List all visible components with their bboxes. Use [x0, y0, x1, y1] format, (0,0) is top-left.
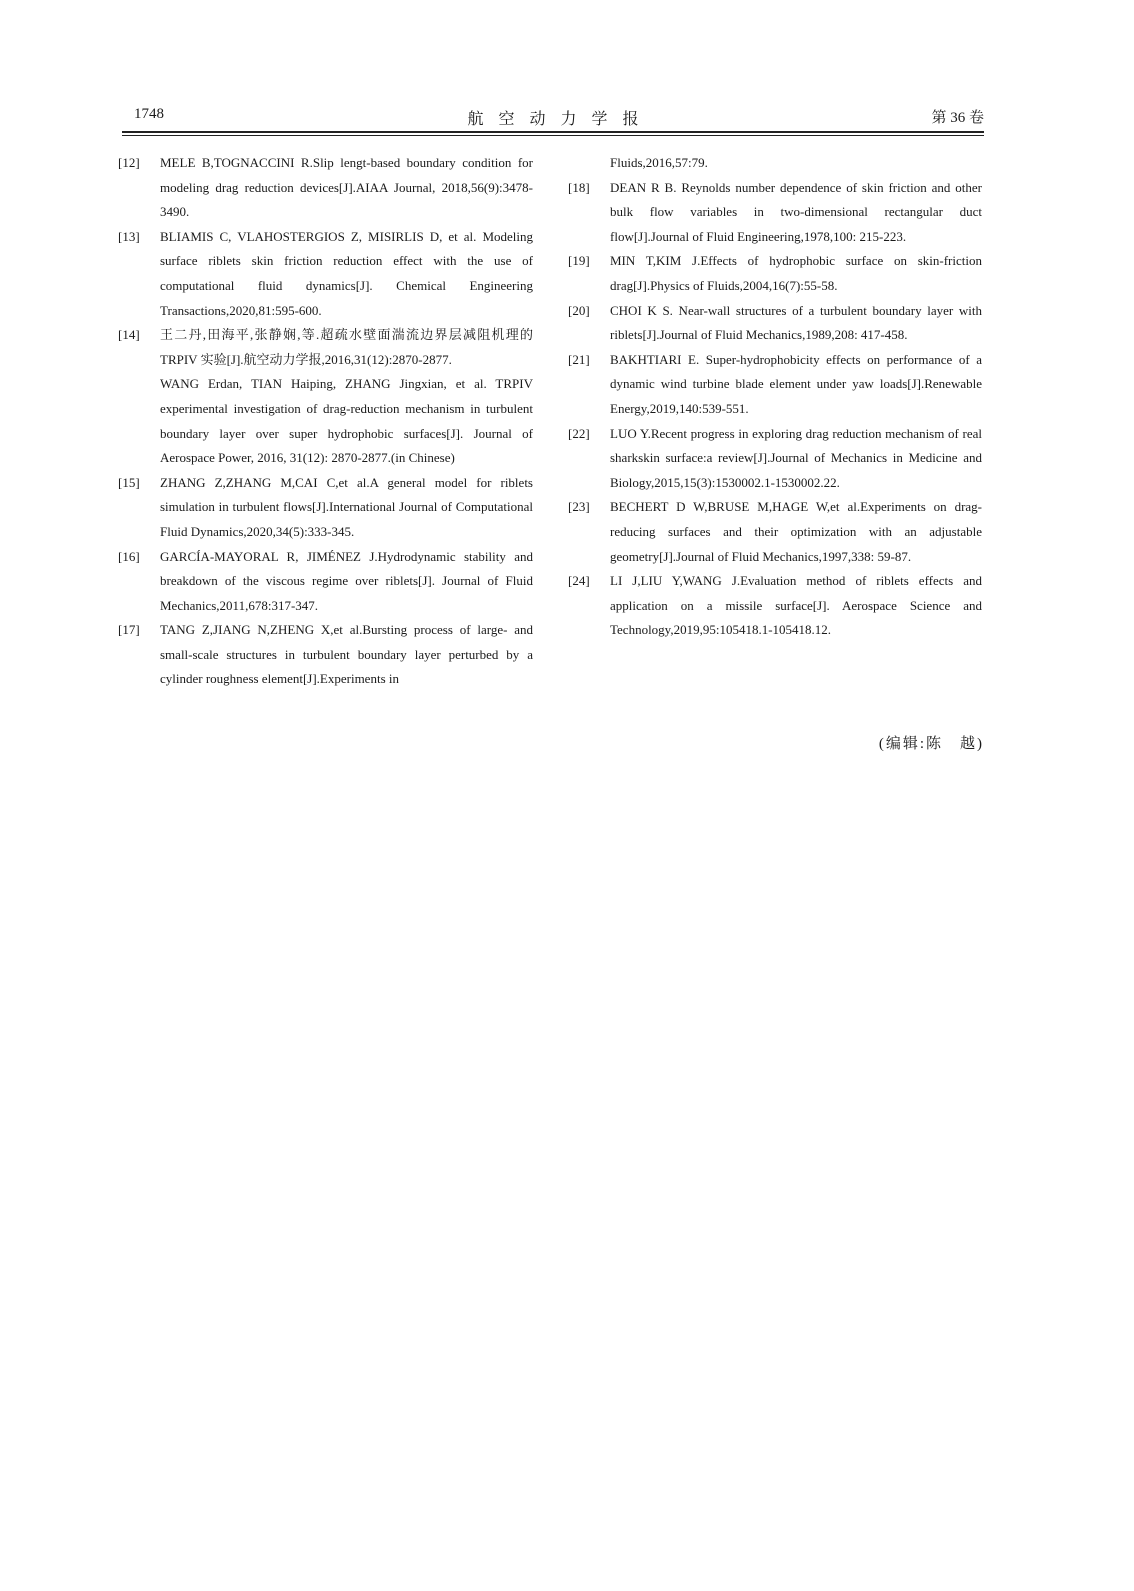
header-rule-thin — [122, 135, 984, 136]
reference-number: [13] — [118, 228, 140, 244]
reference-text: DEAN R B. Reynolds number dependence of skin friction and other bulk flow variables in two-dimensional rectangular duct flow[J].Journal of Fluid Engineering,1978,100: 215-223. — [610, 179, 982, 244]
reference-item — [568, 495, 982, 569]
reference-text: GARCÍA-MAYORAL R, JIMÉNEZ J.Hydrodynamic stability and breakdown of the viscous regime over riblets[J]. Journal of Fluid Mechanics,2011,678:317-347. — [160, 548, 533, 613]
left-column — [118, 151, 533, 692]
reference-item — [568, 176, 982, 250]
reference-text: MELE B,TOGNACCINI R.Slip lengt-based boundary condition for modeling drag reduction devices[J].AIAA Journal, 2018,56(9):3478-3490. — [160, 155, 533, 220]
reference-number: [23] — [568, 499, 590, 515]
reference-text: BAKHTIARI E. Super-hydrophobicity effects on performance of a dynamic wind turbine blade element under yaw loads[J].Renewable Energy,2019,140:539-551. — [610, 351, 982, 416]
reference-item — [568, 348, 982, 422]
reference-number: [17] — [118, 622, 140, 638]
reference-text: MIN T,KIM J.Effects of hydrophobic surface on skin-friction drag[J].Physics of Fluids,2004,16(7):55-58. — [610, 253, 982, 293]
reference-number: [19] — [568, 253, 590, 269]
reference-text-english: WANG Erdan, TIAN Haiping, ZHANG Jingxian, et al. TRPIV experimental investigation of drag-reduction mechanism in turbulent boundary layer over super hydrophobic surfaces[J]. Journal of Aerospace Power, 2016, 31(12): 2870-2877.(in Chinese) — [160, 376, 533, 466]
reference-number: [20] — [568, 302, 590, 318]
reference-item — [118, 545, 533, 619]
reference-item — [568, 569, 982, 643]
reference-text: 王二丹,田海平,张静娴,等.超疏水壁面湍流边界层减阻机理的 TRPIV 实验[J].航空动力学报,2016,31(12):2870-2877. — [160, 327, 533, 367]
reference-item — [118, 618, 533, 692]
reference-item — [568, 299, 982, 348]
reference-item — [118, 471, 533, 545]
journal-title: 航空动力学报 — [467, 111, 654, 128]
reference-text: TANG Z,JIANG N,ZHENG X,et al.Bursting process of large- and small-scale structures in turbulent boundary layer perturbed by a cylinder roughness element[J].Experiments in — [160, 622, 533, 687]
reference-number: [12] — [118, 155, 140, 170]
volume-label: 第 36 卷 — [931, 110, 984, 126]
header-rule-thick — [122, 131, 984, 133]
reference-number: [15] — [118, 474, 140, 490]
reference-continuation: Fluids,2016,57:79. — [610, 155, 708, 170]
reference-number: [14] — [118, 327, 140, 343]
reference-text: LUO Y.Recent progress in exploring drag reduction mechanism of real sharkskin surface:a review[J].Journal of Mechanics in Medicine and Biology,2015,15(3):1530002.1-1530002.22. — [610, 425, 982, 490]
page-header — [122, 104, 984, 130]
reference-item — [118, 225, 533, 323]
reference-item — [568, 422, 982, 496]
reference-item — [118, 151, 533, 225]
reference-number: [18] — [568, 179, 590, 195]
right-column — [568, 151, 982, 643]
reference-text: CHOI K S. Near-wall structures of a turbulent boundary layer with riblets[J].Journal of Fluid Mechanics,1989,208: 417-458. — [610, 302, 982, 343]
reference-text: LI J,LIU Y,WANG J.Evaluation method of riblets effects and application on a missile surface[J]. Aerospace Science and Technology,2019,95:105418.1-105418.12. — [610, 573, 982, 638]
reference-text: BECHERT D W,BRUSE M,HAGE W,et al.Experiments on drag-reducing surfaces and their optimization with an adjustable geometry[J].Journal of Fluid Mechanics,1997,338: 59-87. — [610, 499, 982, 564]
reference-number: [24] — [568, 573, 590, 589]
reference-item — [118, 323, 533, 471]
reference-item — [568, 249, 982, 298]
reference-text: ZHANG Z,ZHANG M,CAI C,et al.A general model for riblets simulation in turbulent flows[J].International Journal of Computational Fluid Dynamics,2020,34(5):333-345. — [160, 474, 533, 539]
editor-note: (编辑:陈 越) — [878, 736, 984, 752]
reference-text: BLIAMIS C, VLAHOSTERGIOS Z, MISIRLIS D, et al. Modeling surface riblets skin friction reduction effect with the use of computational fluid dynamics[J]. Chemical Engineering Transactions,2020,81:595-600. — [160, 228, 533, 318]
reference-number: [22] — [568, 425, 590, 441]
reference-number: [16] — [118, 548, 140, 564]
page-number: 1748 — [134, 106, 164, 122]
reference-number: [21] — [568, 351, 590, 367]
